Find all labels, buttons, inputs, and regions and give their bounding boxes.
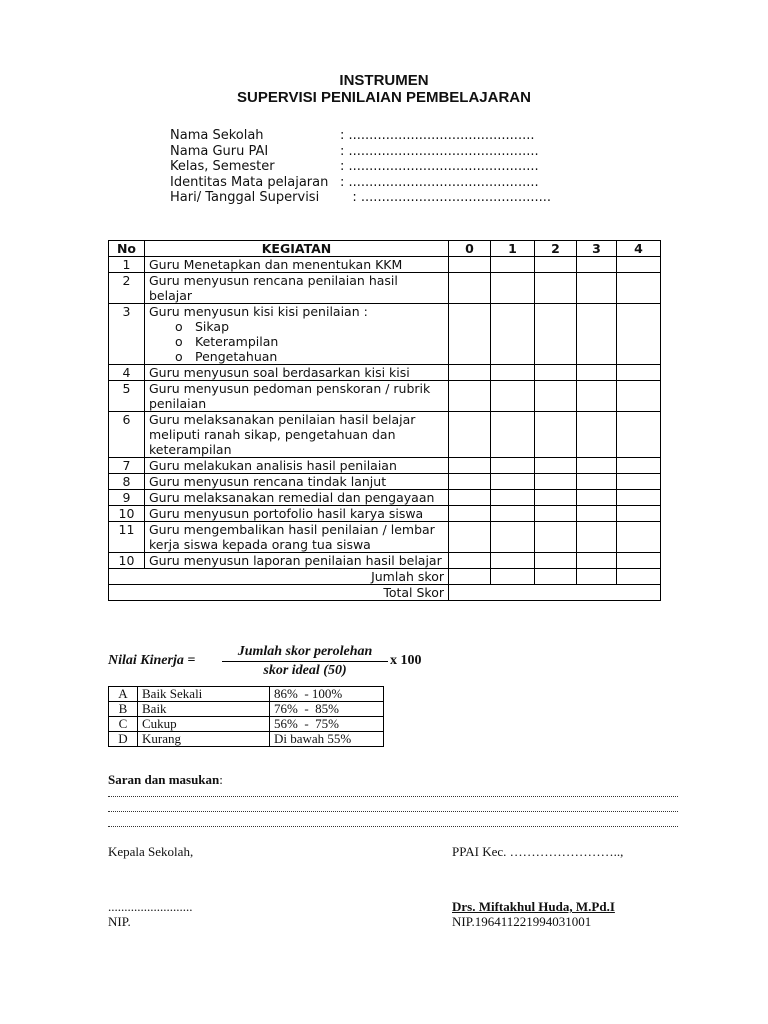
score-cell-2[interactable]: [535, 412, 577, 458]
row-kegiatan: [145, 257, 449, 273]
score-cell-1[interactable]: [491, 304, 535, 365]
row-number: 9: [109, 490, 145, 506]
grade-range: 56% - 75%: [270, 717, 384, 732]
score-cell-1[interactable]: [491, 458, 535, 474]
grade-range: 86% - 100%: [270, 687, 384, 702]
score-cell-4[interactable]: [617, 474, 661, 490]
jumlah-skor-cell-4[interactable]: [617, 569, 661, 585]
table-row: [109, 412, 661, 458]
table-row: [109, 257, 661, 273]
table-row: [109, 490, 661, 506]
grade-label: Baik: [138, 702, 270, 717]
total-skor-label: Total Skor: [109, 585, 449, 601]
score-cell-0[interactable]: [449, 273, 491, 304]
score-cell-0[interactable]: [449, 304, 491, 365]
score-cell-0[interactable]: [449, 474, 491, 490]
score-cell-3[interactable]: [577, 506, 617, 522]
score-cell-4[interactable]: [617, 273, 661, 304]
saran-line-2[interactable]: [108, 811, 678, 812]
identity-row: [170, 175, 539, 190]
jumlah-skor-row: [109, 569, 661, 585]
supervision-table: [108, 240, 661, 601]
ppai-nip: NIP.196411221994031001: [452, 914, 592, 929]
row-number: 1: [109, 257, 145, 273]
score-cell-4[interactable]: [617, 257, 661, 273]
score-cell-3[interactable]: [577, 522, 617, 553]
identity-row: [170, 190, 551, 205]
row-number: 2: [109, 273, 145, 304]
header-score-1: 1: [491, 241, 535, 257]
score-cell-2[interactable]: [535, 522, 577, 553]
saran-line-1[interactable]: [108, 796, 678, 797]
header-score-0: 0: [449, 241, 491, 257]
saran-line-3[interactable]: [108, 826, 678, 827]
score-cell-0[interactable]: [449, 412, 491, 458]
table-row: [109, 365, 661, 381]
score-cell-0[interactable]: [449, 490, 491, 506]
kegiatan-subitem: o Pengetahuan: [175, 349, 444, 364]
score-cell-4[interactable]: [617, 553, 661, 569]
table-row: [109, 506, 661, 522]
score-cell-0[interactable]: [449, 365, 491, 381]
grade-code: B: [109, 702, 138, 717]
table-row: [109, 553, 661, 569]
kegiatan-text: Guru menyusun laporan penilaian hasil belajar: [149, 553, 442, 568]
score-cell-3[interactable]: [577, 273, 617, 304]
row-kegiatan: [145, 412, 449, 458]
grade-row: [109, 732, 384, 747]
score-cell-1[interactable]: [491, 553, 535, 569]
header-score-2: 2: [535, 241, 577, 257]
formula-denominator: skor ideal (50): [263, 663, 347, 678]
score-cell-1[interactable]: [491, 474, 535, 490]
kepala-sekolah-name: ..........................: [108, 899, 193, 914]
document-subtitle: SUPERVISI PENILAIAN PEMBELAJARAN: [237, 89, 531, 106]
total-skor-row: [109, 585, 661, 601]
score-cell-1[interactable]: [491, 365, 535, 381]
score-cell-1[interactable]: [491, 506, 535, 522]
jumlah-skor-cell-2[interactable]: [535, 569, 577, 585]
grade-label: Cukup: [138, 717, 270, 732]
score-cell-0[interactable]: [449, 458, 491, 474]
row-number: 6: [109, 412, 145, 458]
grade-row: [109, 687, 384, 702]
document-title: INSTRUMEN: [339, 72, 429, 89]
score-cell-3[interactable]: [577, 365, 617, 381]
score-cell-3[interactable]: [577, 490, 617, 506]
kegiatan-text: Guru menyusun rencana penilaian hasil belajar: [149, 273, 398, 303]
kegiatan-text: Guru mengembalikan hasil penilaian / lembar kerja siswa kepada orang tua siswa: [149, 522, 435, 552]
identity-row: [170, 159, 539, 174]
row-number: 4: [109, 365, 145, 381]
score-cell-4[interactable]: [617, 304, 661, 365]
table-header-row: [109, 241, 661, 257]
kegiatan-subitem: o Keterampilan: [175, 334, 444, 349]
identity-row: [170, 128, 534, 143]
score-cell-1[interactable]: [491, 522, 535, 553]
score-cell-2[interactable]: [535, 257, 577, 273]
grade-code: C: [109, 717, 138, 732]
table-row: [109, 474, 661, 490]
kegiatan-subitem: o Sikap: [175, 319, 444, 334]
row-number: 10: [109, 553, 145, 569]
score-cell-2[interactable]: [535, 474, 577, 490]
identity-value-field[interactable]: : ..............................................: [340, 159, 539, 174]
jumlah-skor-cell-1[interactable]: [491, 569, 535, 585]
kegiatan-text: Guru menyusun rencana tindak lanjut: [149, 474, 387, 489]
score-cell-1[interactable]: [491, 490, 535, 506]
row-kegiatan: [145, 553, 449, 569]
formula-lhs: Nilai Kinerja =: [108, 653, 196, 668]
kegiatan-text: Guru melaksanakan remedial dan pengayaan: [149, 490, 435, 505]
grade-row: [109, 717, 384, 732]
score-cell-2[interactable]: [535, 304, 577, 365]
jumlah-skor-cell-0[interactable]: [449, 569, 491, 585]
score-cell-2[interactable]: [535, 365, 577, 381]
kegiatan-sublist: [149, 319, 444, 364]
identity-value-field[interactable]: : ..............................................: [340, 190, 551, 205]
row-kegiatan: [145, 506, 449, 522]
score-cell-4[interactable]: [617, 522, 661, 553]
table-row: [109, 273, 661, 304]
grade-code: A: [109, 687, 138, 702]
row-kegiatan: [145, 381, 449, 412]
score-cell-1[interactable]: [491, 257, 535, 273]
row-kegiatan: [145, 474, 449, 490]
score-cell-1[interactable]: [491, 412, 535, 458]
grade-range: 76% - 85%: [270, 702, 384, 717]
score-cell-4[interactable]: [617, 458, 661, 474]
total-skor-cell[interactable]: [449, 585, 661, 601]
header-no: No: [109, 241, 145, 257]
score-cell-0[interactable]: [449, 381, 491, 412]
score-cell-4[interactable]: [617, 381, 661, 412]
identity-label: Nama Sekolah: [170, 128, 264, 143]
score-cell-3[interactable]: [577, 304, 617, 365]
score-cell-0[interactable]: [449, 257, 491, 273]
identity-value-field[interactable]: : ..............................................: [340, 143, 539, 159]
ppai-title: PPAI Kec. ……………………..,: [452, 844, 624, 859]
identity-label: Kelas, Semester: [170, 159, 275, 174]
kegiatan-text: Guru menyusun portofolio hasil karya siswa: [149, 506, 424, 521]
score-cell-4[interactable]: [617, 412, 661, 458]
score-cell-0[interactable]: [449, 553, 491, 569]
grade-table: [108, 686, 384, 747]
score-cell-2[interactable]: [535, 553, 577, 569]
grade-row: [109, 702, 384, 717]
row-kegiatan: [145, 490, 449, 506]
kepala-sekolah-title: Kepala Sekolah,: [108, 844, 194, 859]
grade-label: Kurang: [138, 732, 270, 747]
formula-numerator: Jumlah skor perolehan: [222, 644, 388, 662]
row-number: 11: [109, 522, 145, 553]
score-cell-2[interactable]: [535, 506, 577, 522]
grade-range: Di bawah 55%: [270, 732, 384, 747]
table-row: [109, 522, 661, 553]
identity-label: Identitas Mata pelajaran: [170, 174, 329, 190]
kegiatan-text: Guru melaksanakan penilaian hasil belajar meliputi ranah sikap, pengetahuan dan keterampilan: [149, 412, 416, 457]
grade-code: D: [109, 732, 138, 747]
score-cell-2[interactable]: [535, 458, 577, 474]
formula-rhs: x 100: [390, 653, 422, 668]
header-score-3: 3: [577, 241, 617, 257]
header-score-4: 4: [617, 241, 661, 257]
kegiatan-text: Guru Menetapkan dan menentukan KKM: [149, 257, 403, 272]
table-row: [109, 381, 661, 412]
row-number: 3: [109, 304, 145, 365]
kegiatan-text: Guru melakukan analisis hasil penilaian: [149, 458, 397, 473]
score-cell-3[interactable]: [577, 381, 617, 412]
row-kegiatan: [145, 304, 449, 365]
row-number: 7: [109, 458, 145, 474]
score-cell-0[interactable]: [449, 522, 491, 553]
score-cell-3[interactable]: [577, 257, 617, 273]
table-row: [109, 458, 661, 474]
kegiatan-text: Guru menyusun pedoman penskoran / rubrik penilaian: [149, 381, 431, 411]
score-cell-0[interactable]: [449, 506, 491, 522]
score-cell-1[interactable]: [491, 381, 535, 412]
score-cell-2[interactable]: [535, 490, 577, 506]
identity-value-field[interactable]: : .............................................: [340, 128, 535, 143]
score-cell-3[interactable]: [577, 458, 617, 474]
row-number: 5: [109, 381, 145, 412]
identity-label: Nama Guru PAI: [170, 143, 269, 159]
row-kegiatan: [145, 522, 449, 553]
row-kegiatan: [145, 365, 449, 381]
score-cell-1[interactable]: [491, 273, 535, 304]
identity-label: Hari/ Tanggal Supervisi: [170, 190, 320, 205]
header-kegiatan: KEGIATAN: [145, 241, 449, 257]
identity-value-field[interactable]: : ..............................................: [340, 174, 539, 190]
saran-label: Saran dan masukan: [108, 772, 220, 787]
score-cell-3[interactable]: [577, 412, 617, 458]
row-kegiatan: [145, 458, 449, 474]
saran-heading: [108, 772, 223, 788]
score-cell-3[interactable]: [577, 553, 617, 569]
jumlah-skor-label: Jumlah skor: [109, 569, 449, 585]
grade-label: Baik Sekali: [138, 687, 270, 702]
kepala-sekolah-nip: NIP.: [108, 914, 131, 929]
score-cell-3[interactable]: [577, 474, 617, 490]
jumlah-skor-cell-3[interactable]: [577, 569, 617, 585]
row-number: 10: [109, 506, 145, 522]
formula-fraction: [222, 644, 388, 679]
saran-colon: :: [219, 772, 223, 787]
row-number: 8: [109, 474, 145, 490]
score-cell-2[interactable]: [535, 381, 577, 412]
kegiatan-text: Guru menyusun soal berdasarkan kisi kisi: [149, 365, 410, 380]
score-cell-4[interactable]: [617, 506, 661, 522]
row-kegiatan: [145, 273, 449, 304]
score-cell-4[interactable]: [617, 365, 661, 381]
identity-row: [170, 144, 539, 159]
score-cell-4[interactable]: [617, 490, 661, 506]
ppai-name: Drs. Miftakhul Huda, M.Pd.I: [452, 899, 615, 914]
kegiatan-text: Guru menyusun kisi kisi penilaian :: [149, 304, 368, 319]
table-row: [109, 304, 661, 365]
score-cell-2[interactable]: [535, 273, 577, 304]
